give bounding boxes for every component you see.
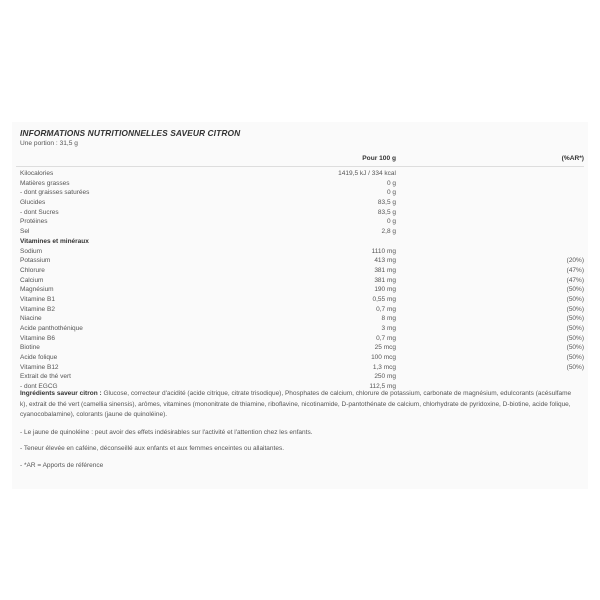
nutrient-label: Niacine bbox=[20, 315, 42, 323]
nutrient-label: Acide panthothénique bbox=[20, 325, 83, 332]
nutrient-label: Vitamines et minéraux bbox=[20, 237, 89, 245]
ingredients-text bbox=[20, 389, 580, 421]
nutrient-label: Glucides bbox=[20, 199, 46, 207]
table-row bbox=[12, 353, 588, 363]
nutrient-ar: (50%) bbox=[566, 295, 584, 303]
nutrient-label: - dont Sucres bbox=[20, 208, 59, 216]
table-row bbox=[12, 188, 588, 198]
nutrient-label: Vitamine B1 bbox=[20, 295, 55, 303]
nutrient-ar: (50%) bbox=[566, 363, 584, 371]
nutrient-value: 0,55 mg bbox=[372, 295, 396, 303]
nutrient-value: 0 g bbox=[386, 218, 396, 226]
nutrient-value: 250 mg bbox=[374, 373, 396, 381]
nutrient-ar: (50%) bbox=[566, 344, 584, 352]
nutrient-label: Kilocalories bbox=[20, 170, 54, 177]
nutrient-ar: (50%) bbox=[566, 325, 584, 332]
nutrition-table bbox=[12, 169, 588, 392]
table-row bbox=[12, 372, 588, 382]
nutrient-value: 1110 mg bbox=[371, 247, 396, 255]
table-header bbox=[12, 153, 588, 165]
table-row bbox=[12, 198, 588, 208]
nutrient-label: Vitamine B6 bbox=[20, 334, 55, 342]
nutrient-label: - dont EGCG bbox=[20, 383, 58, 391]
table-row bbox=[12, 314, 588, 324]
table-row bbox=[12, 285, 588, 295]
nutrient-label: Chlorure bbox=[20, 266, 45, 274]
nutrient-value: 413 mg bbox=[374, 257, 396, 265]
table-row bbox=[12, 227, 588, 237]
nutrient-ar: (47%) bbox=[566, 276, 584, 284]
nutrient-value: 83,5 g bbox=[377, 199, 396, 207]
ingredients-list: Glucose, correcteur d'acidité (acide citrique, citrate trisodique), Phosphates de calcium, chlorure de potassium, carbonate de magnésium, edulcorants (acésulfame k), extrait de thé vert (camellia sinensis), arômes, vitamines (mononitrate de thiamine, riboflavine, nicotinamide, D-pantothénate de calcium, chlorhydrate de pyridoxine, D-biotine, acide folique, cyanocobalamine), colorants (jaune de quinoléine). bbox=[20, 390, 572, 418]
nutrient-value: 83,5 g bbox=[377, 208, 396, 216]
nutrient-label: - dont graisses saturées bbox=[20, 189, 90, 197]
nutrient-value: 2,8 g bbox=[381, 228, 396, 236]
nutrient-label: Sodium bbox=[20, 247, 43, 255]
table-row bbox=[12, 256, 588, 266]
table-row bbox=[12, 169, 588, 179]
nutrient-label: Acide folique bbox=[20, 354, 58, 362]
table-row bbox=[12, 266, 588, 276]
nutrient-ar: (50%) bbox=[566, 354, 584, 362]
nutrient-label: Matières grasses bbox=[20, 179, 70, 187]
nutrient-label: Extrait de thé vert bbox=[20, 373, 71, 381]
table-row bbox=[12, 295, 588, 305]
nutrient-ar: (50%) bbox=[566, 315, 584, 323]
nutrition-title: INFORMATIONS NUTRITIONNELLES SAVEUR CITRON bbox=[20, 128, 241, 138]
nutrient-value: 381 mg bbox=[374, 266, 396, 274]
table-row bbox=[12, 247, 588, 257]
nutrient-label: Biotine bbox=[20, 344, 40, 352]
table-row bbox=[12, 208, 588, 218]
note-caffeine: - Teneur élevée en caféine, déconseillé aux enfants et aux femmes enceintes ou allaitantes. bbox=[20, 445, 285, 452]
nutrient-value: 0 g bbox=[386, 179, 396, 187]
ingredients-label: Ingrédients saveur citron : bbox=[20, 390, 102, 397]
table-row bbox=[12, 179, 588, 189]
nutrient-value: 112,5 mg bbox=[369, 383, 396, 391]
table-row bbox=[12, 305, 588, 315]
nutrient-value: 3 mg bbox=[381, 325, 396, 332]
nutrition-panel bbox=[12, 122, 588, 489]
nutrient-value: 0 g bbox=[386, 189, 396, 197]
nutrient-ar: (50%) bbox=[566, 334, 584, 342]
header-divider bbox=[16, 166, 584, 167]
note-quinoline: - Le jaune de quinoléine : peut avoir des effets indésirables sur l'activité et l'attention chez les enfants. bbox=[20, 429, 313, 436]
nutrient-value: 0,7 mg bbox=[376, 305, 396, 313]
table-row bbox=[12, 363, 588, 373]
nutrient-label: Vitamine B12 bbox=[20, 363, 59, 371]
nutrient-value: 25 mcg bbox=[374, 344, 396, 352]
column-header-per-100g: Pour 100 g bbox=[362, 155, 396, 162]
nutrient-label: Protéines bbox=[20, 218, 48, 226]
table-row bbox=[12, 343, 588, 353]
nutrient-value: 0,7 mg bbox=[376, 334, 396, 342]
nutrient-value: 381 mg bbox=[374, 276, 396, 284]
nutrient-ar: (20%) bbox=[566, 257, 584, 265]
nutrient-label: Magnésium bbox=[20, 286, 54, 294]
table-row bbox=[12, 324, 588, 334]
nutrient-value: 1419,5 kJ / 334 kcal bbox=[338, 170, 396, 177]
nutrient-value: 190 mg bbox=[374, 286, 396, 294]
note-ar-definition: - *AR = Apports de référence bbox=[20, 462, 104, 469]
column-header-ar: (%AR*) bbox=[561, 155, 584, 162]
nutrient-ar: (50%) bbox=[566, 286, 584, 294]
nutrient-label: Potassium bbox=[20, 257, 51, 265]
table-row bbox=[12, 334, 588, 344]
nutrient-value: 100 mcg bbox=[371, 354, 396, 362]
nutrient-label: Calcium bbox=[20, 276, 44, 284]
table-row bbox=[12, 217, 588, 227]
nutrient-label: Sel bbox=[20, 228, 30, 236]
table-row bbox=[12, 276, 588, 286]
nutrient-ar: (47%) bbox=[566, 266, 584, 274]
portion-size: Une portion : 31,5 g bbox=[20, 140, 78, 147]
nutrient-ar: (50%) bbox=[566, 305, 584, 313]
nutrient-value: 8 mg bbox=[381, 315, 396, 323]
nutrient-label: Vitamine B2 bbox=[20, 305, 55, 313]
nutrient-value: 1,3 mcg bbox=[372, 363, 396, 371]
section-heading-row bbox=[12, 237, 588, 247]
